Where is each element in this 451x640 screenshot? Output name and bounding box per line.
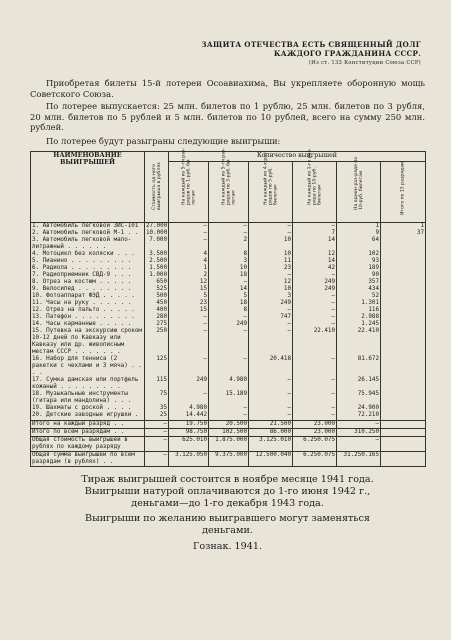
prize-name-cell: 8. Отрез на костюм . . . . .: [31, 279, 145, 286]
quantity-cell: 3: [209, 258, 249, 265]
quantity-cell: —: [249, 377, 293, 391]
quantity-cell: 249: [249, 300, 293, 307]
quantity-cell: 1.301: [337, 300, 381, 307]
table-row: [31, 272, 426, 279]
quantity-cell: 10: [249, 237, 293, 251]
quantity-cell: —: [249, 230, 293, 237]
value-column-header: Стоимость од-ного выигрыша в рублях: [145, 151, 169, 222]
quantity-cell: 249: [209, 321, 249, 328]
quantity-cell: 90: [337, 272, 381, 279]
quantity-cell: —: [169, 230, 209, 237]
col-header-5: На одном раз-ряде по 10-руб. билетам: [337, 161, 381, 222]
prize-name-cell: Общая сумма выигрышей по всем разрядам (в рублях) . .: [31, 451, 145, 466]
table-row: [31, 451, 426, 466]
quantity-cell: 6.250.075: [293, 451, 337, 466]
quantity-cell: —: [169, 222, 209, 230]
table-row: [31, 286, 426, 293]
prize-value-cell: —: [145, 451, 169, 466]
quantity-cell: 93: [337, 258, 381, 265]
quantity-cell: —: [293, 391, 337, 405]
quantity-cell: 72.210: [337, 412, 381, 421]
quantity-cell: —: [249, 405, 293, 412]
quantity-cell: —: [293, 321, 337, 328]
quantity-cell: 18: [209, 300, 249, 307]
quantity-cell: [381, 405, 426, 412]
prize-name-cell: 16. Набор для тенниса (2 ракетки с чехлами и 3 мяча) . . . .: [31, 356, 145, 377]
table-row: [31, 428, 426, 436]
quantity-cell: —: [337, 420, 381, 428]
quantity-cell: 357: [337, 279, 381, 286]
prize-value-cell: 10.000: [146, 229, 168, 236]
quantity-cell: —: [209, 230, 249, 237]
quantity-cell: —: [249, 272, 293, 279]
prizes-table: [30, 147, 426, 467]
prize-value-cell: 35: [145, 405, 169, 412]
quantity-cell: 22.410: [293, 328, 337, 356]
quantity-cell: 1: [169, 265, 209, 272]
quantity-cell: [381, 258, 426, 265]
prize-name-cell: 11. Часы на руку . . . . . .: [31, 300, 145, 307]
prize-name-cell: 17. Сумка дамская или портфель кожаный . . . . . . . . .: [31, 377, 145, 391]
quantity-cell: 102.500: [209, 428, 249, 436]
quantity-cell: [381, 391, 426, 405]
prize-value-cell: —: [145, 428, 169, 436]
quantity-cell: 12: [249, 279, 293, 286]
quantity-cell: 12: [293, 251, 337, 258]
prize-name-cell: 14. Часы карманные . . . . .: [31, 321, 145, 328]
quantity-cell: 434: [337, 286, 381, 293]
quantity-cell: 19.750: [169, 420, 209, 428]
prize-value-cell: 500: [145, 293, 169, 300]
table-row: [31, 405, 426, 412]
quantity-cell: 102: [337, 251, 381, 258]
quantity-cell: 23: [169, 300, 209, 307]
quantity-cell: 86.000: [249, 428, 293, 436]
quantity-cell: 4.980: [209, 377, 249, 391]
prizes-intro-paragraph: По лотерее будут разыграны следующие выигрыши:: [46, 135, 281, 146]
quantity-cell: 37: [381, 230, 426, 237]
quantity-cell: [381, 428, 426, 436]
col-header-2: На каждый из 5-ти раз-рядов по 3-руб. би-летам: [209, 161, 249, 222]
quantity-cell: 26.145: [337, 377, 381, 391]
prize-value-cell: 27.000: [146, 222, 168, 229]
prize-name-cell: 19. Шахматы с доской . . . .: [31, 405, 145, 412]
cash-option-text-1: Выигрыши по желанию выигравшего могут заменяться: [85, 512, 370, 524]
quantity-cell: —: [249, 307, 293, 314]
quantity-cell: —: [293, 314, 337, 321]
prize-value-cell: 250: [145, 328, 169, 356]
prize-name-cell: Итого по всем разрядам . .: [31, 428, 145, 436]
table-row: [31, 412, 426, 421]
quantity-cell: —: [169, 314, 209, 321]
table-row: [31, 265, 426, 272]
quantity-cell: 75.945: [337, 391, 381, 405]
quantity-cell: [381, 300, 426, 307]
prize-value-cell: —: [145, 436, 169, 451]
quantity-cell: 14: [293, 258, 337, 265]
quantity-cell: —: [209, 314, 249, 321]
quantity-cell: 2.988: [337, 314, 381, 321]
quantity-cell: 52: [337, 293, 381, 300]
quantity-cell: [381, 412, 426, 421]
printer-imprint: Гознак. 1941.: [192, 540, 263, 552]
quantity-cell: —: [249, 412, 293, 421]
quantity-cell: 42: [293, 265, 337, 272]
prize-value-cell: 75: [145, 391, 169, 405]
quantity-cell: 1: [337, 222, 381, 230]
quantity-cell: [381, 265, 426, 272]
footer: [30, 474, 425, 553]
draw-date-text: Тираж выигрышей состоится в ноябре месяце 1941 года.: [81, 473, 374, 485]
quantity-cell: —: [209, 356, 249, 377]
table-row: [31, 356, 426, 377]
prize-name-cell: Общая стоимость выигрышей в рублях по каждому разряду: [31, 436, 145, 451]
quantity-cell: —: [337, 436, 381, 451]
quantity-cell: —: [169, 328, 209, 356]
quantity-cell: [381, 307, 426, 314]
prize-value-cell: 115: [145, 377, 169, 391]
col-header-1: На каждый из 5-ти раз-рядов по 1-руб. би-летам: [169, 161, 209, 222]
quantity-cell: [381, 293, 426, 300]
prize-value-cell: 525: [145, 286, 169, 293]
quantity-cell: [381, 237, 426, 251]
quantity-cell: —: [209, 412, 249, 421]
quantity-cell: 12: [169, 279, 209, 286]
quantity-cell: 15: [169, 307, 209, 314]
epigraph-line-1: ЗАЩИТА ОТЕЧЕСТВА ЕСТЬ СВЯЩЕННЫЙ ДОЛГ: [201, 40, 421, 49]
quantity-cell: 8: [209, 251, 249, 258]
table-row: [31, 230, 426, 237]
quantity-cell: 9.375.000: [209, 451, 249, 466]
quantity-cell: 4.980: [169, 405, 209, 412]
quantity-cell: 10: [249, 286, 293, 293]
table-row: [31, 300, 426, 307]
payout-text-2: деньгами—до 1-го декабря 1943 года.: [131, 497, 324, 509]
quantity-cell: 6.250.075: [293, 436, 337, 451]
quantity-cell: 3.125.010: [249, 436, 293, 451]
prize-name-cell: 2. Автомобиль легковой М-1 . .: [31, 230, 145, 237]
quantity-cell: 10: [249, 251, 293, 258]
quantity-cell: 81.672: [337, 356, 381, 377]
quantity-cell: 20.500: [209, 420, 249, 428]
quantity-cell: 14: [209, 286, 249, 293]
table-row: [31, 391, 426, 405]
intro-paragraph: Приобретая билеты 15-й лотереи Осоавиахима, Вы укрепляете оборонную мощь Советского Союза.: [30, 78, 425, 99]
quantity-cell: 15.189: [209, 391, 249, 405]
quantity-cell: 5: [169, 293, 209, 300]
quantity-cell: [381, 279, 426, 286]
quantity-cell: 14: [293, 237, 337, 251]
table-row: [31, 420, 426, 428]
quantity-cell: 23: [249, 265, 293, 272]
quantity-cell: 22.410: [337, 328, 381, 356]
quantity-cell: —: [293, 222, 337, 230]
prize-name-cell: Итого на каждый разряд . .: [31, 420, 145, 428]
prize-value-cell: 650: [145, 279, 169, 286]
prize-value-cell: 7.000: [145, 237, 169, 251]
quantity-cell: —: [169, 391, 209, 405]
quantity-cell: —: [249, 222, 293, 230]
quantity-cell: 2: [209, 237, 249, 251]
table-row: [31, 314, 426, 321]
quantity-cell: 189: [337, 265, 381, 272]
table-row: [31, 293, 426, 300]
table-row: [31, 377, 426, 391]
quantity-cell: 18: [209, 272, 249, 279]
quantity-cell: 249: [293, 286, 337, 293]
quantity-cell: 24.900: [337, 405, 381, 412]
prize-rows: [31, 222, 426, 466]
quantity-cell: —: [209, 279, 249, 286]
quantity-cell: —: [249, 391, 293, 405]
name-column-header: НАИМЕНОВАНИЕ ВЫИГРЫШЕЙ: [31, 151, 145, 222]
prize-name-cell: 9. Велосипед . . . . . . . .: [31, 286, 145, 293]
quantity-cell: —: [209, 222, 249, 230]
quantity-cell: 9: [337, 230, 381, 237]
prize-name-cell: 7. Радиоприемник СВД-9 . . .: [31, 272, 145, 279]
quantity-cell: —: [249, 328, 293, 356]
quantity-cell: 14.442: [169, 412, 209, 421]
quantity-cell: [381, 251, 426, 258]
quantity-cell: 2: [169, 272, 209, 279]
quantity-cell: 1.875.000: [209, 436, 249, 451]
cash-option-text-2: деньгами.: [202, 524, 253, 536]
quantity-cell: 20.418: [249, 356, 293, 377]
prize-value-cell: 450: [145, 300, 169, 307]
epigraph-line-2: КАЖДОГО ГРАЖДАНИНА СССР.: [273, 49, 421, 58]
prize-name-cell: 10. Фотоаппарат ФЭД . . . . .: [31, 293, 145, 300]
quantity-cell: [381, 328, 426, 356]
quantity-cell: 64: [337, 237, 381, 251]
table-row: [31, 321, 426, 328]
quantity-cell: 98.750: [169, 428, 209, 436]
epigraph: [30, 40, 421, 68]
quantity-cell: [381, 377, 426, 391]
quantity-cell: 8: [209, 307, 249, 314]
quantity-cell: —: [293, 412, 337, 421]
quantity-cell: —: [293, 405, 337, 412]
quantity-cell: [381, 420, 426, 428]
quantity-cell: [381, 436, 426, 451]
quantity-cell: [381, 321, 426, 328]
table-row: [31, 279, 426, 286]
quantity-cell: —: [169, 237, 209, 251]
prize-value-cell: 1.000: [145, 272, 169, 279]
quantity-cell: 11: [249, 258, 293, 265]
quantity-cell: 1: [381, 222, 426, 230]
table-row: [31, 307, 426, 314]
table-row: [31, 328, 426, 356]
quantity-cell: —: [293, 272, 337, 279]
quantity-cell: 15: [169, 286, 209, 293]
quantity-cell: 625.010: [169, 436, 209, 451]
quantity-cell: —: [293, 377, 337, 391]
prize-value-cell: 280: [145, 314, 169, 321]
prize-name-cell: 6. Радиола . . . . . . . . .: [31, 265, 145, 272]
quantity-cell: [381, 286, 426, 293]
quantity-cell: 10: [209, 265, 249, 272]
quantity-cell: 310.250: [337, 428, 381, 436]
col-header-6: Итого по 15 разрядам: [381, 161, 426, 222]
quantity-group-header: Количество выигрышей: [169, 151, 426, 161]
quantity-cell: —: [293, 300, 337, 307]
quantity-cell: [381, 314, 426, 321]
quantity-cell: 4: [169, 258, 209, 265]
quantity-cell: —: [293, 356, 337, 377]
payout-text-1: Выигрыши натурой оплачиваются до 1-го июня 1942 г.,: [84, 485, 371, 497]
table-row: [31, 222, 426, 230]
prize-name-cell: 1. Автомобиль легковой ЗИС-101: [31, 222, 145, 230]
quantity-cell: 747: [249, 314, 293, 321]
quantity-cell: 12.500.040: [249, 451, 293, 466]
quantity-cell: 249: [169, 377, 209, 391]
prize-name-cell: 15. Путевка на экскурсию сроком 10-12 дней по Кавказу или Кавказу или др. живописным местам СССР . . . . . . .: [31, 328, 145, 356]
prize-name-cell: 13. Патефон . . . . . . . . .: [31, 314, 145, 321]
quantity-cell: 116: [337, 307, 381, 314]
prize-value-cell: 125: [145, 356, 169, 377]
prize-value-cell: 25: [145, 412, 169, 421]
prize-value-cell: 400: [145, 307, 169, 314]
prize-name-cell: 12. Отрез на пальто . . . . .: [31, 307, 145, 314]
quantity-cell: 3.125.050: [169, 451, 209, 466]
prize-name-cell: 3. Автомобиль легковой мало-литражный . . . . . .: [31, 237, 145, 251]
quantity-cell: 3: [249, 293, 293, 300]
table-row: [31, 436, 426, 451]
table-row: [31, 258, 426, 265]
quantity-cell: 31.250.165: [337, 451, 381, 466]
prize-name-cell: 20. Детские заводные игрушки .: [31, 412, 145, 421]
quantity-cell: 4: [169, 251, 209, 258]
issue-paragraph: По лотерее выпускается: 25 млн. билетов по 1 рублю, 25 млн. билетов по 3 рубля, 20 млн. билетов по 5 рублей и 5 млн. билетов по 10 рублей, всего на сумму 250 млн. рублей.: [30, 101, 425, 133]
epigraph-source: (Из ст. 133 Конституции Союза ССР): [308, 60, 421, 66]
col-header-3: На каждый из 4-х раз-рядов по 5-руб. билетам: [249, 161, 293, 222]
prize-name-cell: 5. Пианино . . . . . . . . .: [31, 258, 145, 265]
quantity-cell: 23.000: [293, 428, 337, 436]
col-header-4: На каждый из 1-го раз-ряда по 10-руб. билетам: [293, 161, 337, 222]
table-row: [31, 251, 426, 258]
quantity-cell: —: [209, 328, 249, 356]
quantity-cell: —: [249, 321, 293, 328]
quantity-cell: 1.245: [337, 321, 381, 328]
quantity-cell: 5: [209, 293, 249, 300]
quantity-cell: 7: [293, 230, 337, 237]
quantity-cell: 23.000: [293, 420, 337, 428]
quantity-cell: 249: [293, 279, 337, 286]
prize-value-cell: 1.500: [145, 265, 169, 272]
table-row: [31, 237, 426, 251]
quantity-cell: [381, 451, 426, 466]
quantity-cell: —: [169, 321, 209, 328]
quantity-cell: [381, 356, 426, 377]
quantity-cell: —: [293, 307, 337, 314]
prize-value-cell: 3.500: [145, 251, 169, 258]
quantity-cell: [381, 272, 426, 279]
prize-value-cell: —: [145, 420, 169, 428]
quantity-cell: —: [293, 293, 337, 300]
quantity-cell: —: [209, 405, 249, 412]
prize-name-cell: 18. Музыкальные инструменты (гитара или мандолина) . . .: [31, 391, 145, 405]
prize-name-cell: 4. Мотоцикл без коляски . . .: [31, 251, 145, 258]
quantity-cell: 21.500: [249, 420, 293, 428]
prize-value-cell: 275: [145, 321, 169, 328]
prize-value-cell: 2.500: [145, 258, 169, 265]
quantity-cell: —: [169, 356, 209, 377]
